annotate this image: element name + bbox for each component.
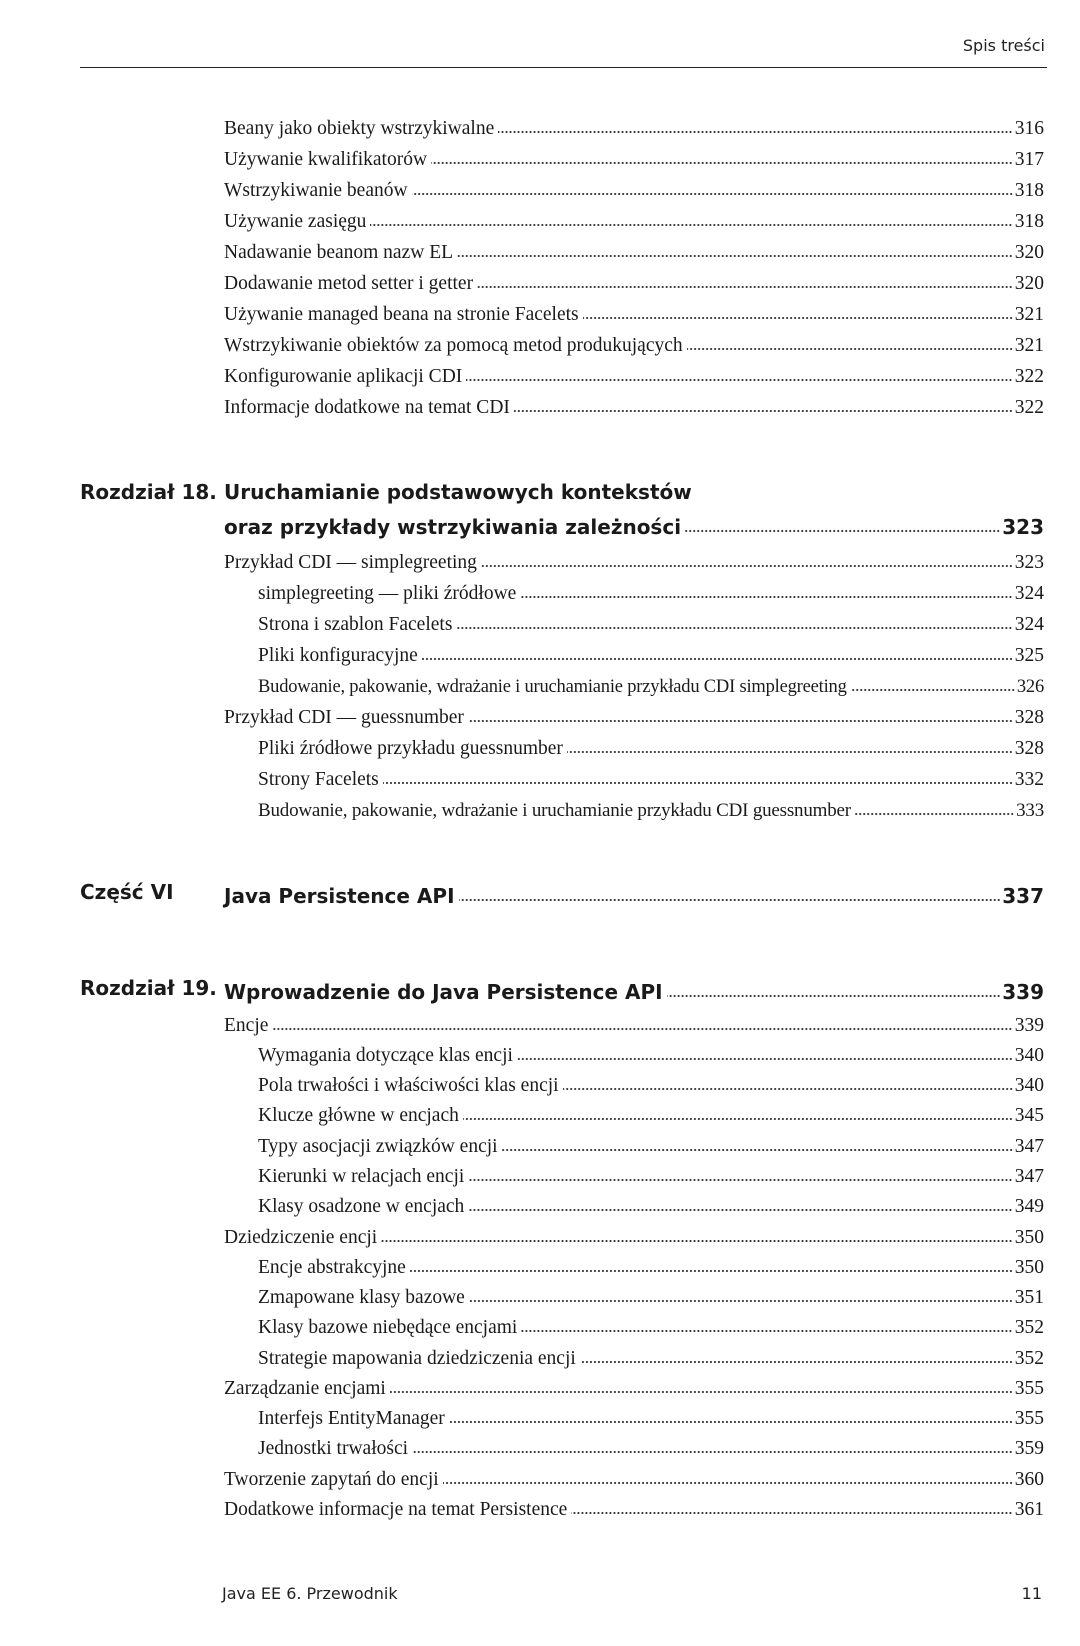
page-header-title: Spis treści xyxy=(962,36,1045,55)
toc-entry[interactable] xyxy=(258,573,1044,603)
dot-leader xyxy=(502,1148,1013,1152)
toc-entry-page: 324 xyxy=(1014,613,1044,635)
dot-leader xyxy=(390,1390,1013,1394)
toc-entry[interactable] xyxy=(224,387,1044,417)
toc-entry-page: 340 xyxy=(1014,1044,1044,1066)
toc-entry-page: 322 xyxy=(1014,365,1044,387)
dot-leader xyxy=(443,1481,1013,1485)
toc-entry[interactable] xyxy=(224,697,1044,727)
toc-entry-page: 317 xyxy=(1014,148,1044,170)
chapter-18-title-line2: oraz przykłady wstrzykiwania zależności xyxy=(224,515,682,539)
toc-entry-title: Zmapowane klasy bazowe xyxy=(258,1286,465,1308)
toc-entry-title: Używanie managed beana na stronie Facelets xyxy=(224,303,579,325)
chapter-19-heading[interactable] xyxy=(224,972,1044,1002)
toc-entry-title: Informacje dodatkowe na temat CDI xyxy=(224,396,510,418)
toc-entry-page: 361 xyxy=(1014,1498,1044,1520)
dot-leader xyxy=(431,161,1013,165)
chapter-19-page: 339 xyxy=(1002,980,1044,1004)
toc-entry-page: 347 xyxy=(1014,1165,1044,1187)
toc-entry[interactable] xyxy=(224,294,1044,324)
toc-entry-title: Klucze główne w encjach xyxy=(258,1104,459,1126)
toc-entry-page: 349 xyxy=(1014,1195,1044,1217)
dot-leader xyxy=(851,688,1015,692)
toc-entry-page: 332 xyxy=(1014,768,1044,790)
dot-leader xyxy=(583,316,1013,320)
toc-entry-page: 321 xyxy=(1014,334,1044,356)
dot-leader xyxy=(457,254,1013,258)
toc-entry-page: 320 xyxy=(1014,272,1044,294)
toc-entry-title: Dziedziczenie encji xyxy=(224,1226,378,1248)
dot-leader xyxy=(412,1450,1013,1454)
dot-leader xyxy=(412,192,1013,196)
dot-leader xyxy=(667,994,1001,998)
toc-entry[interactable] xyxy=(258,1398,1044,1428)
toc-entry-page: 321 xyxy=(1014,303,1044,325)
toc-entry-page: 352 xyxy=(1014,1316,1044,1338)
toc-entry-page: 355 xyxy=(1014,1407,1044,1429)
toc-entry-title: Zarządzanie encjami xyxy=(224,1377,386,1399)
toc-entry-page: 325 xyxy=(1014,644,1044,666)
toc-entry-page: 322 xyxy=(1014,396,1044,418)
toc-entry[interactable] xyxy=(258,728,1044,758)
toc-entry[interactable] xyxy=(258,1126,1044,1156)
toc-entry-title: Strategie mapowania dziedziczenia encji xyxy=(258,1347,576,1369)
toc-entry[interactable] xyxy=(224,232,1044,262)
part-6-page: 337 xyxy=(1002,884,1044,908)
toc-entry[interactable] xyxy=(258,790,1044,820)
toc-entry[interactable] xyxy=(258,1277,1044,1307)
toc-entry-title: Nadawanie beanom nazw EL xyxy=(224,241,454,263)
toc-entry-title: Jednostki trwałości xyxy=(258,1437,409,1459)
toc-entry-page: 320 xyxy=(1014,241,1044,263)
dot-leader xyxy=(468,1178,1012,1182)
toc-entry[interactable] xyxy=(224,1005,1044,1035)
toc-entry-title: Kierunki w relacjach encji xyxy=(258,1165,465,1187)
toc-entry-title: Tworzenie zapytań do encji xyxy=(224,1468,439,1490)
chapter-18-page: 323 xyxy=(1002,515,1044,539)
dot-leader xyxy=(272,1027,1012,1031)
dot-leader xyxy=(422,657,1013,661)
dot-leader xyxy=(514,409,1013,413)
toc-entry[interactable] xyxy=(258,1247,1044,1277)
toc-entry[interactable] xyxy=(224,170,1044,200)
toc-entry-page: 352 xyxy=(1014,1347,1044,1369)
footer-page-number: 11 xyxy=(1021,1584,1042,1603)
toc-entry-title: Encje abstrakcyjne xyxy=(258,1256,406,1278)
toc-entry-page: 318 xyxy=(1014,179,1044,201)
toc-entry-title: Wstrzykiwanie obiektów za pomocą metod produkujących xyxy=(224,334,683,356)
toc-entry-title: Dodatkowe informacje na temat Persistence xyxy=(224,1498,568,1520)
toc-entry[interactable] xyxy=(224,1368,1044,1398)
toc-entry[interactable] xyxy=(258,1338,1044,1368)
header-divider xyxy=(80,67,1047,68)
toc-entry-title: Pola trwałości i właściwości klas encji xyxy=(258,1074,559,1096)
toc-entry-title: Budowanie, pakowanie, wdrażanie i uruchamianie przykładu CDI guessnumber xyxy=(258,800,851,821)
dot-leader xyxy=(381,1239,1013,1243)
toc-entry-page: 360 xyxy=(1014,1468,1044,1490)
toc-entry-page: 340 xyxy=(1014,1074,1044,1096)
toc-entry-page: 350 xyxy=(1014,1226,1044,1248)
dot-leader xyxy=(477,285,1013,289)
dot-leader xyxy=(855,812,1014,816)
dot-leader xyxy=(567,750,1013,754)
toc-entry[interactable] xyxy=(258,759,1044,789)
toc-entry-title: Strona i szablon Facelets xyxy=(258,613,453,635)
toc-entry-page: 359 xyxy=(1014,1437,1044,1459)
dot-leader xyxy=(687,347,1013,351)
toc-entry[interactable] xyxy=(258,1307,1044,1337)
toc-entry[interactable] xyxy=(224,139,1044,169)
footer-book-title: Java EE 6. Przewodnik xyxy=(222,1584,398,1603)
toc-entry-title: Typy asocjacji związków encji xyxy=(258,1135,498,1157)
toc-entry-title: Pliki konfiguracyjne xyxy=(258,644,418,666)
chapter-19-label: Rozdział 19. xyxy=(80,976,217,1000)
toc-entry-title: Wstrzykiwanie beanów xyxy=(224,179,408,201)
toc-entry-title: Pliki źródłowe przykładu guessnumber xyxy=(258,737,563,759)
toc-entry[interactable] xyxy=(224,201,1044,231)
part-6-title: Java Persistence API xyxy=(224,884,455,908)
toc-entry-page: 355 xyxy=(1014,1377,1044,1399)
dot-leader xyxy=(463,1117,1013,1121)
dot-leader xyxy=(498,130,1013,134)
dot-leader xyxy=(520,595,1012,599)
dot-leader xyxy=(468,1208,1012,1212)
toc-entry-title: Klasy osadzone w encjach xyxy=(258,1195,465,1217)
toc-entry-title: Przykład CDI — simplegreeting xyxy=(224,551,477,573)
dot-leader xyxy=(517,1057,1013,1061)
toc-entry-page: 339 xyxy=(1014,1014,1044,1036)
chapter-18-label: Rozdział 18. xyxy=(80,480,217,504)
toc-entry[interactable] xyxy=(224,108,1044,138)
toc-entry[interactable] xyxy=(224,325,1044,355)
toc-entry[interactable] xyxy=(224,1459,1044,1489)
dot-leader xyxy=(459,898,1001,902)
dot-leader xyxy=(456,626,1012,630)
toc-entry[interactable] xyxy=(258,1095,1044,1125)
toc-entry[interactable] xyxy=(258,1156,1044,1186)
dot-leader xyxy=(370,223,1012,227)
part-6-heading[interactable] xyxy=(224,876,1044,906)
toc-entry-title: Używanie zasięgu xyxy=(224,210,367,232)
toc-entry-title: Dodawanie metod setter i getter xyxy=(224,272,474,294)
toc-entry-title: Beany jako obiekty wstrzykiwalne xyxy=(224,117,495,139)
toc-entry-page: 323 xyxy=(1014,551,1044,573)
toc-entry-title: Używanie kwalifikatorów xyxy=(224,148,428,170)
dot-leader xyxy=(469,1299,1013,1303)
part-6-label: Część VI xyxy=(80,880,174,904)
toc-entry[interactable] xyxy=(258,604,1044,634)
dot-leader xyxy=(449,1420,1013,1424)
toc-entry-page: 347 xyxy=(1014,1135,1044,1157)
toc-entry[interactable] xyxy=(258,635,1044,665)
toc-entry-page: 345 xyxy=(1014,1104,1044,1126)
chapter-19-title: Wprowadzenie do Java Persistence API xyxy=(224,980,663,1004)
chapter-18-heading[interactable] xyxy=(224,507,1044,537)
dot-leader xyxy=(481,564,1013,568)
toc-entry-page: 350 xyxy=(1014,1256,1044,1278)
toc-entry-title: Klasy bazowe niebędące encjami xyxy=(258,1316,518,1338)
toc-entry-page: 328 xyxy=(1014,737,1044,759)
dot-leader xyxy=(571,1511,1012,1515)
toc-entry-title: Przykład CDI — guessnumber xyxy=(224,706,464,728)
toc-entry[interactable] xyxy=(224,1217,1044,1247)
toc-entry[interactable] xyxy=(258,1186,1044,1216)
toc-entry[interactable] xyxy=(224,542,1044,572)
toc-entry[interactable] xyxy=(258,1065,1044,1095)
dot-leader xyxy=(466,378,1012,382)
toc-entry[interactable] xyxy=(224,1489,1044,1519)
toc-entry[interactable] xyxy=(224,263,1044,293)
toc-entry-title: Konfigurowanie aplikacji CDI xyxy=(224,365,463,387)
dot-leader xyxy=(410,1269,1013,1273)
toc-entry[interactable] xyxy=(258,1428,1044,1458)
dot-leader xyxy=(580,1360,1013,1364)
toc-entry-title: Strony Facelets xyxy=(258,768,379,790)
toc-entry-page: 333 xyxy=(1016,800,1044,821)
chapter-18-title-line1[interactable]: Uruchamianie podstawowych kontekstów xyxy=(224,480,692,504)
toc-entry-title: Encje xyxy=(224,1014,269,1036)
dot-leader xyxy=(685,529,1000,533)
toc-entry-title: simplegreeting — pliki źródłowe xyxy=(258,582,517,604)
toc-entry[interactable] xyxy=(224,356,1044,386)
toc-entry-title: Wymagania dotyczące klas encji xyxy=(258,1044,513,1066)
toc-entry-page: 324 xyxy=(1014,582,1044,604)
toc-entry[interactable] xyxy=(258,1035,1044,1065)
toc-entry-title: Interfejs EntityManager xyxy=(258,1407,445,1429)
toc-entry[interactable] xyxy=(258,666,1044,696)
toc-entry-page: 326 xyxy=(1016,676,1044,697)
toc-entry-page: 318 xyxy=(1014,210,1044,232)
toc-entry-page: 351 xyxy=(1014,1286,1044,1308)
dot-leader xyxy=(468,719,1013,723)
toc-entry-page: 328 xyxy=(1014,706,1044,728)
toc-entry-page: 316 xyxy=(1014,117,1044,139)
dot-leader xyxy=(563,1087,1013,1091)
toc-entry-title: Budowanie, pakowanie, wdrażanie i uruchamianie przykładu CDI simplegreeting xyxy=(258,676,847,697)
dot-leader xyxy=(521,1329,1012,1333)
dot-leader xyxy=(383,781,1013,785)
